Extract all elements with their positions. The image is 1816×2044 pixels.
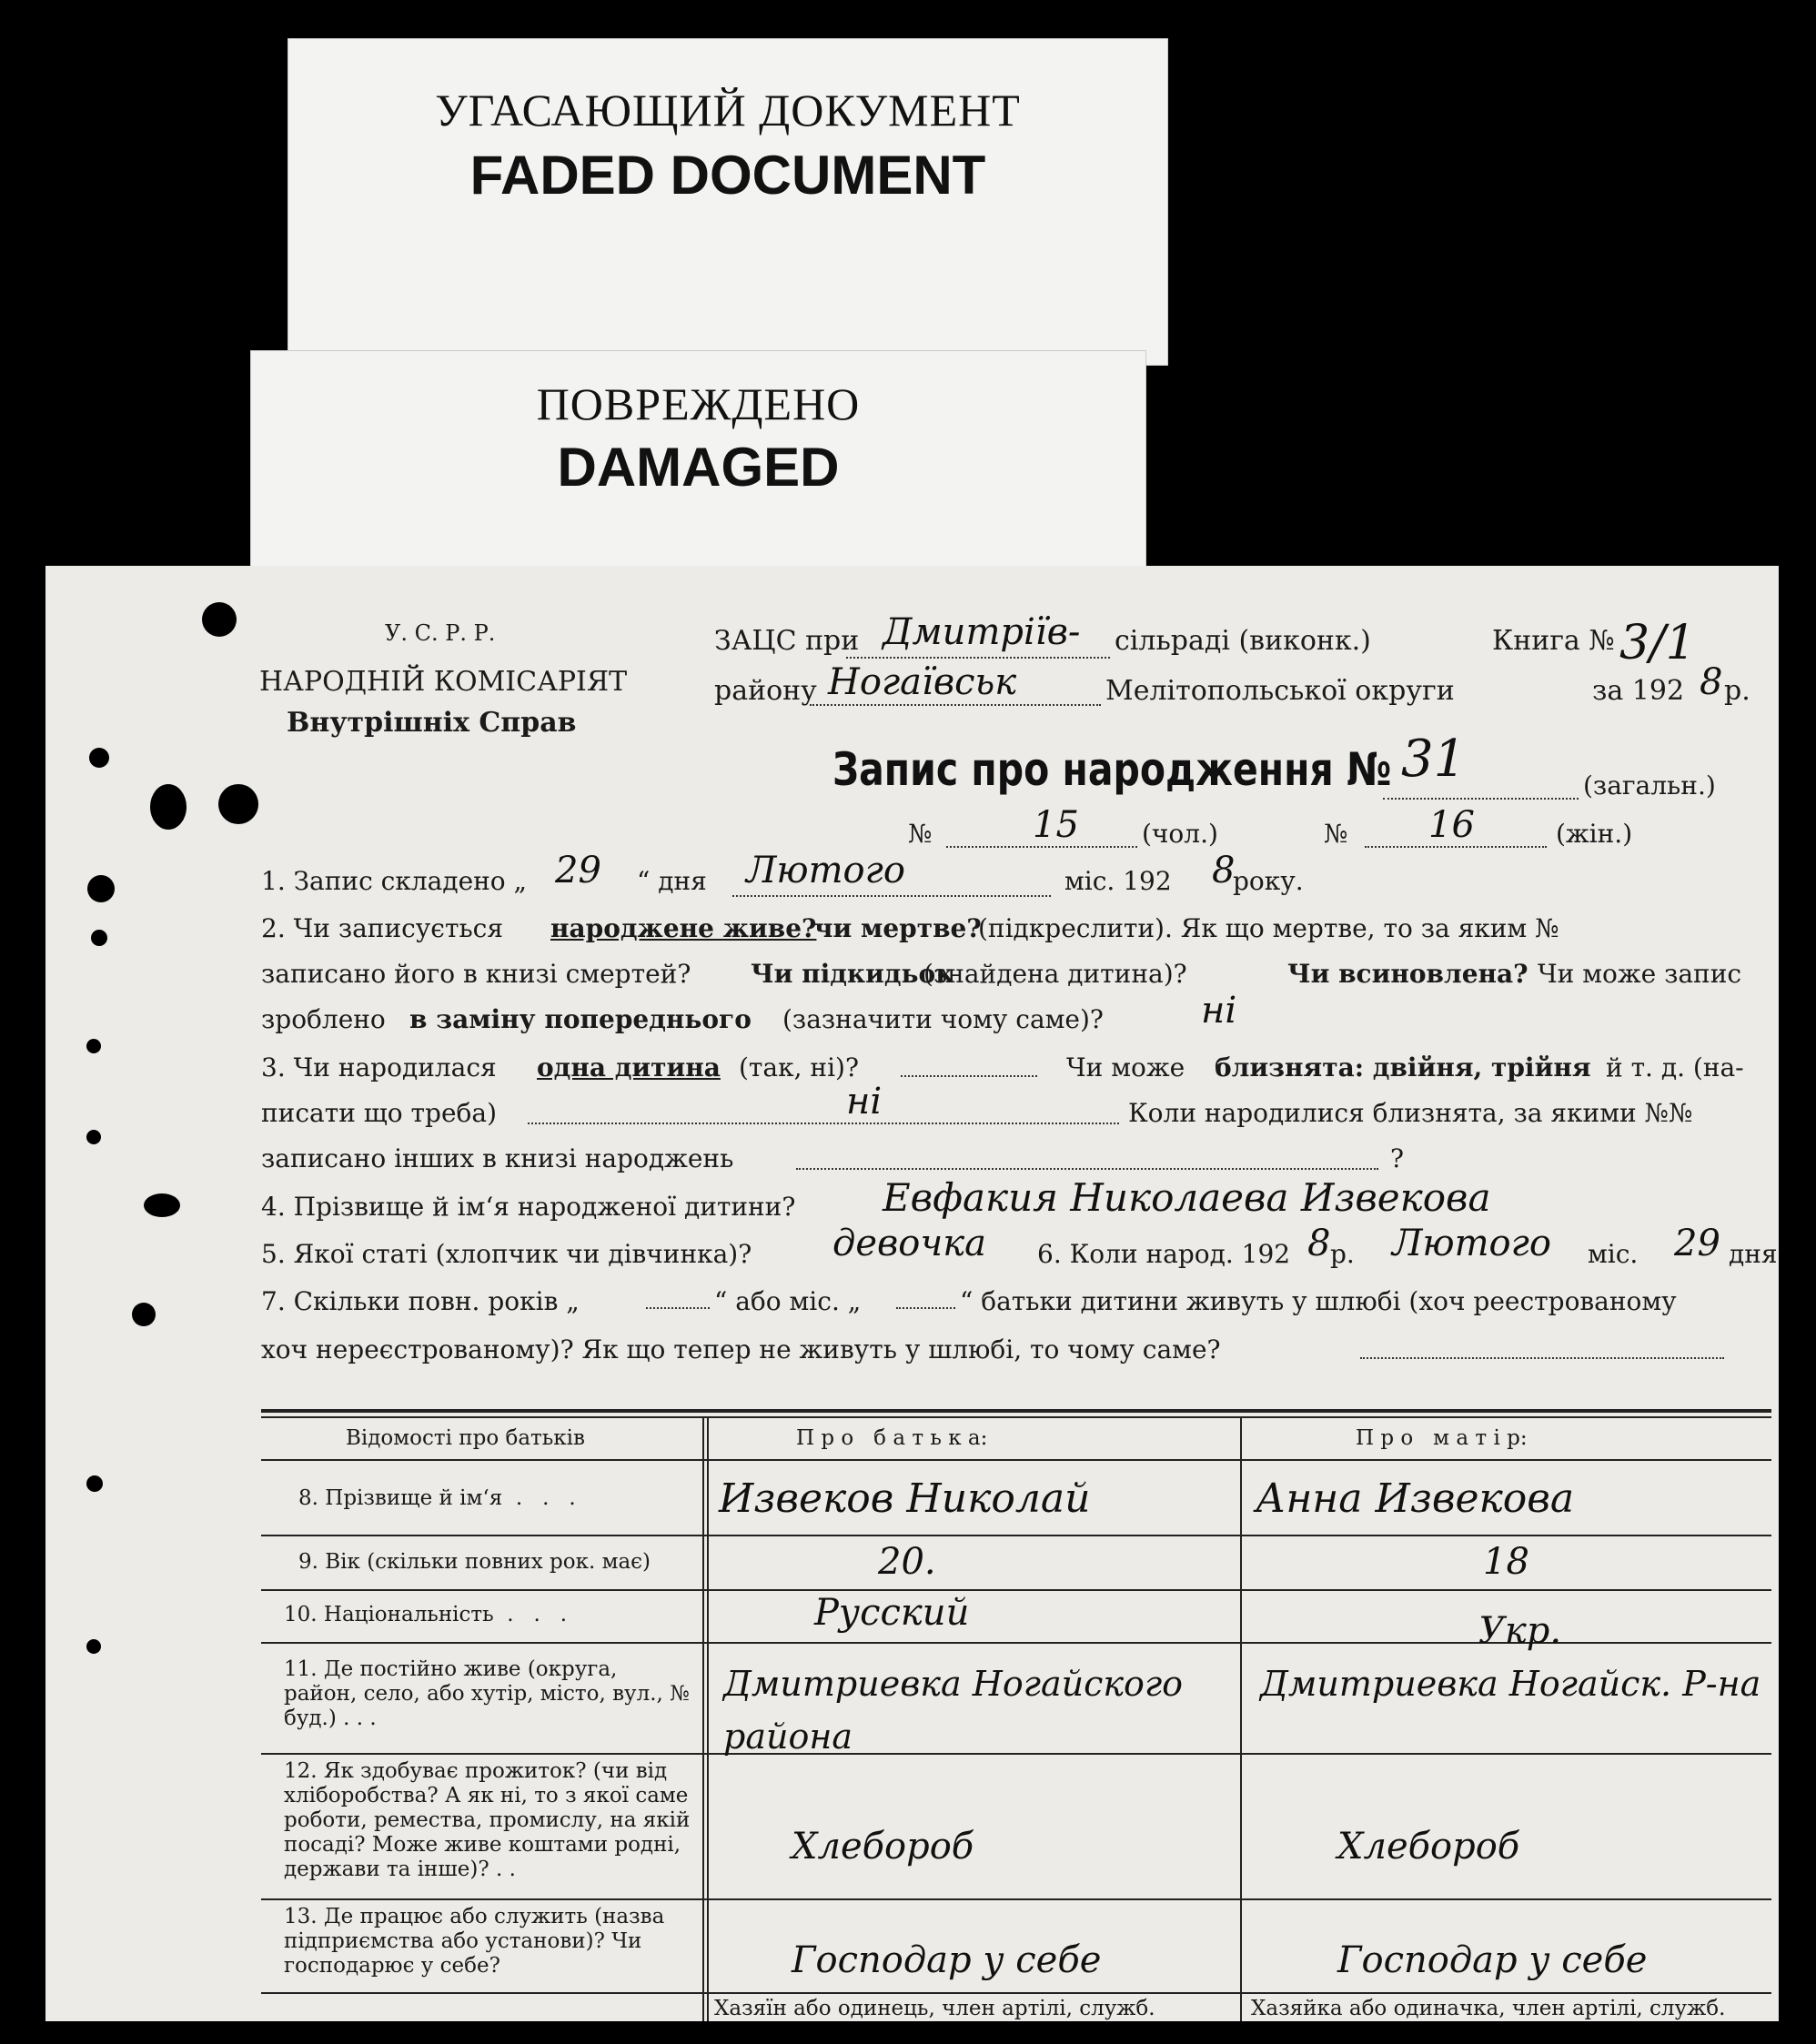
- row-label: 10. Національність . . .: [284, 1603, 568, 1626]
- q3-l2b: Коли народилися близнята, за якими №№: [1128, 1098, 1693, 1128]
- book-value: 3/1: [1619, 616, 1696, 670]
- punch-hole: [132, 1303, 156, 1326]
- footer-mother: Хазяйка або одиначка, член артілі, служб.: [1251, 1997, 1726, 2020]
- commissariat-label: НАРОДНІЙ КОМІСАРІЯТ: [259, 666, 628, 698]
- q3-l2-value: ні: [846, 1081, 883, 1123]
- zags-value: Дмитріїв-: [883, 611, 1081, 653]
- punch-hole: [218, 784, 258, 824]
- q2-l3c: (зазначити чому саме)?: [782, 1004, 1104, 1034]
- mother-age: 18: [1483, 1541, 1529, 1583]
- male-no-value: 15: [1033, 804, 1079, 846]
- male-no-line: [946, 846, 1137, 848]
- row-rule: [261, 1589, 1771, 1591]
- q7-years-line: [646, 1307, 710, 1309]
- year-suffix: р.: [1724, 675, 1750, 707]
- table-col-rule-1: [702, 1416, 704, 2021]
- q2-l3b: в заміну попереднього: [409, 1004, 752, 1034]
- header-col-0: Відомості про батьків: [346, 1426, 585, 1450]
- q2-l1b: народжене живе?: [550, 913, 817, 943]
- faded-document-card: [288, 38, 1168, 366]
- father-residence: Дмитриевка Ногайского района: [723, 1664, 1184, 1757]
- mother-occupation: Хлебороб: [1337, 1826, 1520, 1868]
- q6-r: р.: [1330, 1239, 1355, 1269]
- q3-l1b: одна дитина: [537, 1052, 721, 1082]
- female-no-value: 16: [1428, 804, 1475, 846]
- q3-l1c: (так, ні)?: [739, 1052, 859, 1082]
- rayon-prefix: району: [714, 675, 817, 707]
- mother-workplace: Господар у себе: [1337, 1939, 1648, 1981]
- male-label: (чол.): [1142, 819, 1218, 849]
- mother-nationality: Укр.: [1478, 1610, 1562, 1652]
- mother-residence: Дмитриевка Ногайск. Р-на: [1260, 1664, 1761, 1704]
- q2-l3-value: ні: [1201, 990, 1237, 1032]
- punch-hole: [91, 930, 107, 946]
- table-col-rule-2: [1240, 1416, 1242, 2021]
- father-age: 20.: [878, 1541, 936, 1583]
- q4-label: 4. Прізвище й ім‘я народженої дитини?: [261, 1192, 796, 1222]
- female-no-line: [1365, 846, 1547, 848]
- q6-day: 29: [1674, 1223, 1720, 1264]
- q2-l2e: Чи може запис: [1538, 959, 1742, 989]
- q3-l3a: записано інших в книзі народжень: [261, 1143, 734, 1173]
- q1-suffix1: міс. 192: [1064, 866, 1172, 896]
- q7-l2-line: [1360, 1357, 1724, 1359]
- punch-hole: [144, 1193, 180, 1217]
- q1-year: 8: [1212, 850, 1236, 891]
- row-label: 13. Де працює або служить (назва підприємства або установи)? Чи господарює у себе?: [284, 1905, 665, 1978]
- rayon-line: [810, 704, 1101, 706]
- q3-l2-line: [528, 1123, 1119, 1124]
- row-label: 9. Вік (скільки повних рок. має): [298, 1550, 651, 1574]
- row-rule: [261, 1535, 1771, 1536]
- q7-l1a: 7. Скільки повн. років „: [261, 1286, 580, 1316]
- punch-hole: [89, 748, 109, 768]
- punch-hole: [86, 1130, 101, 1144]
- row-rule: [261, 1992, 1771, 1994]
- year-prefix: за 192: [1592, 675, 1685, 707]
- q1-month-line: [732, 895, 1051, 897]
- q2-l3a: зроблено: [261, 1004, 386, 1034]
- q1-prefix: 1. Запис складено „: [261, 866, 528, 896]
- general-label: (загальн.): [1583, 770, 1716, 800]
- row-label: 8. Прізвище й ім‘я . . .: [298, 1486, 576, 1510]
- q3-l2a: писати що треба): [261, 1098, 497, 1128]
- q6-year: 8: [1307, 1223, 1331, 1264]
- q2-l1a: 2. Чи записується: [261, 913, 504, 943]
- q3-l1d: Чи може: [1066, 1052, 1185, 1082]
- father-nationality: Русский: [814, 1592, 970, 1634]
- book-label: Книга №: [1492, 625, 1615, 657]
- punch-hole: [86, 1475, 103, 1492]
- punch-hole: [87, 875, 115, 902]
- damaged-label-en: DAMAGED: [557, 437, 840, 498]
- header-col-1: П р о б а т ь к а:: [796, 1426, 988, 1450]
- father-name: Извеков Николай: [719, 1475, 1091, 1522]
- header-col-2: П р о м а т і р:: [1356, 1426, 1528, 1450]
- row-rule: [261, 1898, 1771, 1900]
- birth-record-form: [45, 566, 1779, 2021]
- okruga-label: Мелітопольської округи: [1105, 675, 1455, 707]
- zags-line: [846, 657, 1110, 659]
- q3-l1-line: [901, 1075, 1037, 1077]
- q3-l1f: й т. д. (на-: [1606, 1052, 1744, 1082]
- form-title: Запис про народження №: [832, 743, 1392, 796]
- row-label: 12. Як здобуває прожиток? (чи від хліборобства? А як ні, то з якої саме роботи, ремества, промислу, на якій посаді? Може живе коштами родні, держави та інше)? . .: [284, 1759, 691, 1881]
- footer-father: Хазяїн або одинець, член артілі, служб.: [714, 1997, 1155, 2020]
- punch-hole: [86, 1039, 101, 1053]
- female-no-label: №: [1324, 819, 1348, 849]
- q6-month: Лютого: [1392, 1223, 1551, 1264]
- q7-l2: хоч нереєстрованому)? Як що тепер не живуть у шлюбі, то чому саме?: [261, 1334, 1221, 1364]
- q6-dnya: дня: [1729, 1239, 1778, 1269]
- q3-l1a: 3. Чи народилася: [261, 1052, 497, 1082]
- q2-l2c: (знайдена дитина)?: [923, 959, 1187, 989]
- q7-l1b: “ або міс. „: [714, 1286, 862, 1316]
- table-header-rule: [261, 1459, 1771, 1461]
- damaged-card: [250, 350, 1146, 569]
- q5-label: 5. Якої статі (хлопчик чи дівчинка)?: [261, 1239, 752, 1269]
- q3-l3-line: [796, 1168, 1378, 1170]
- q2-l2a: записано його в книзі смертей?: [261, 959, 691, 989]
- q3-l3b: ?: [1390, 1143, 1405, 1173]
- table-top-rule: [261, 1409, 1771, 1413]
- punch-hole: [150, 784, 187, 830]
- father-occupation: Хлебороб: [792, 1826, 974, 1868]
- faded-label-ru: УГАСАЮЩИЙ ДОКУМЕНТ: [435, 85, 1021, 136]
- rayon-value: Ногаївськ: [828, 661, 1017, 703]
- q3-l1e: близнята: двійня, трійня: [1215, 1052, 1591, 1082]
- q2-l1c: чи мертве?: [814, 913, 982, 943]
- male-no-label: №: [908, 819, 933, 849]
- punch-hole: [202, 602, 237, 637]
- damaged-label-ru: ПОВРЕЖДЕНО: [536, 378, 861, 429]
- q1-suffix2: року.: [1233, 866, 1304, 896]
- ussr-label: У. С. Р. Р.: [385, 620, 496, 646]
- q4-value: Евфакия Николаева Извекова: [883, 1175, 1491, 1220]
- zags-prefix: ЗАЦС при: [714, 625, 860, 657]
- q1-month: Лютого: [746, 850, 905, 891]
- q6-mis: міс.: [1588, 1239, 1639, 1269]
- zags-suffix: сільраді (виконк.): [1115, 625, 1371, 657]
- q2-l2d: Чи всиновлена?: [1287, 959, 1528, 989]
- q2-l2b: Чи підкидьок: [751, 959, 954, 989]
- mother-name: Анна Извекова: [1256, 1475, 1575, 1522]
- q6-label: 6. Коли народ. 192: [1037, 1239, 1291, 1269]
- q1-day: 29: [555, 850, 601, 891]
- table-col-rule-1b: [707, 1416, 709, 2021]
- record-number-line: [1383, 798, 1579, 800]
- table-top-rule-2: [261, 1416, 1771, 1418]
- dept-label: Внутрішніх Справ: [287, 707, 577, 739]
- q7-l1c: “ батьки дитини живуть у шлюбі (хоч реестрованому: [960, 1286, 1677, 1316]
- punch-hole: [86, 1639, 101, 1654]
- year-value: 8: [1700, 661, 1723, 703]
- row-label: 11. Де постійно живе (округа, район, село, або хутір, місто, вул., № буд.) . . .: [284, 1657, 690, 1730]
- record-number: 31: [1401, 730, 1467, 789]
- q5-value: девочка: [832, 1223, 987, 1264]
- faded-label-en: FADED DOCUMENT: [469, 145, 986, 206]
- q7-months-line: [896, 1307, 955, 1309]
- q1-mid: “ дня: [637, 866, 707, 896]
- female-label: (жін.): [1556, 819, 1633, 849]
- father-workplace: Господар у себе: [792, 1939, 1102, 1981]
- q2-l1d: (підкреслити). Як що мертве, то за яким №: [978, 913, 1559, 943]
